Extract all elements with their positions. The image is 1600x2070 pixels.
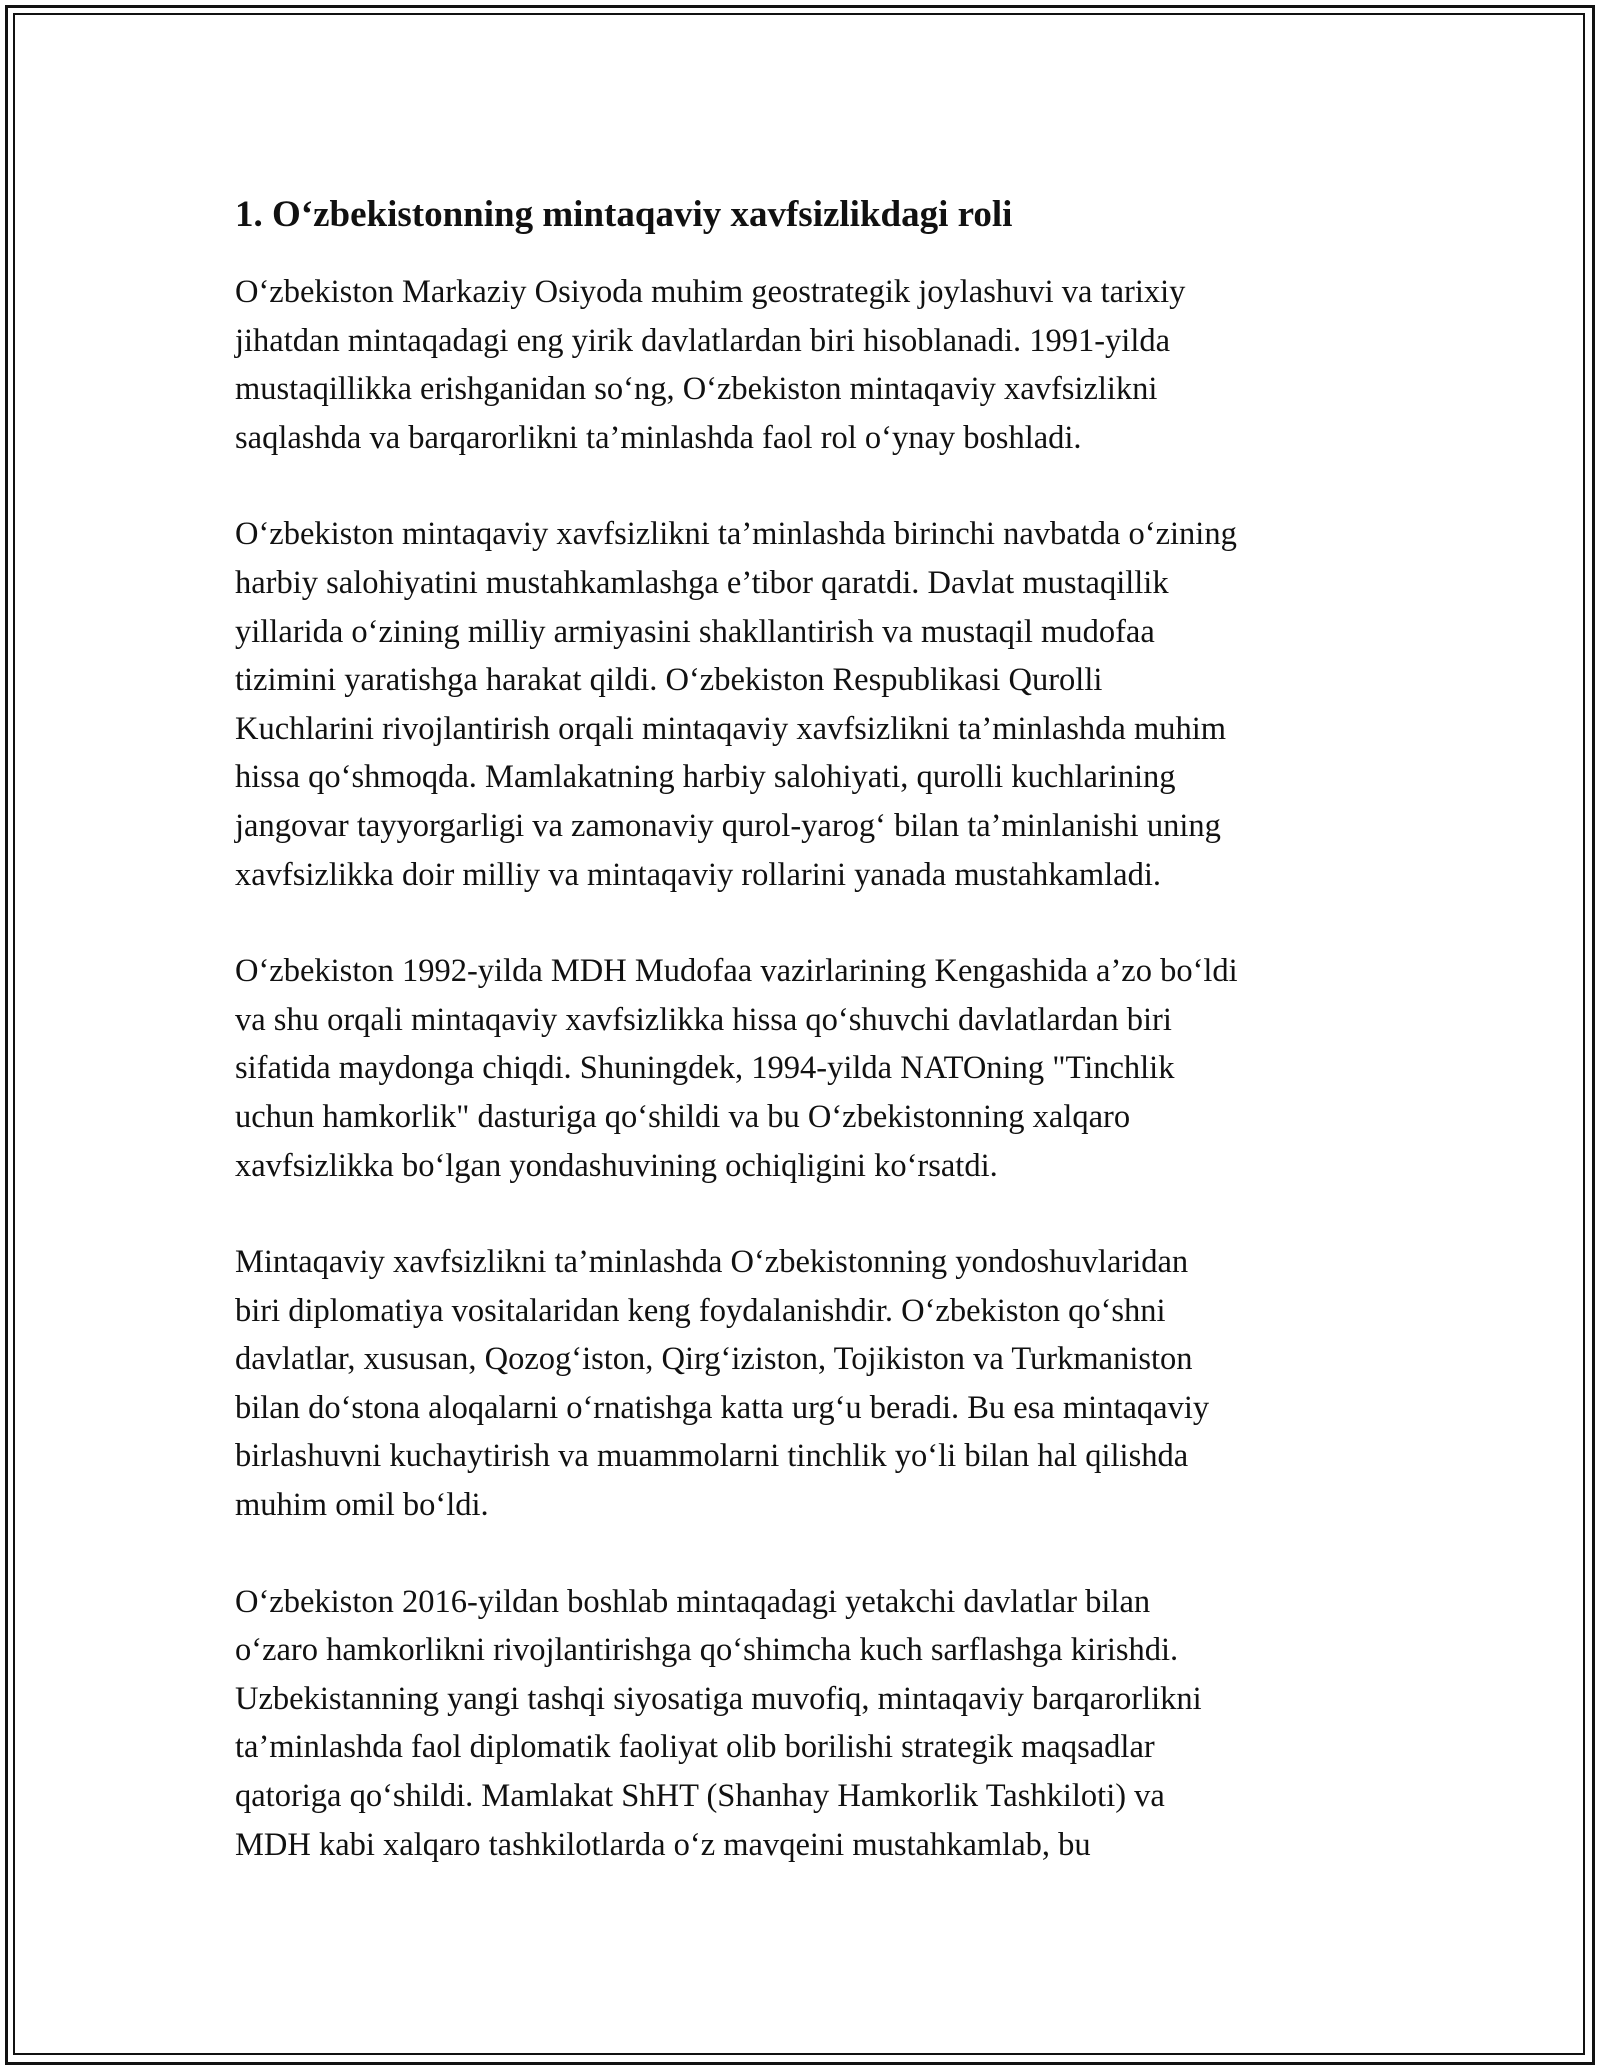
- paragraph-new-foreign-policy: O‘zbekiston 2016-yildan boshlab mintaqadagi yetakchi davlatlar bilan o‘zaro hamkorlikni rivojlantirishga qo‘shimcha kuch sarflashga kirishdi. Uzbekistanning yangi tashqi siyosatiga muvofiq, mintaqaviy barqarorlikni ta’minlashda faol diplomatik faoliyat olib borilishi strategik maqsadlar qatoriga qo‘shildi. Mamlakat ShHT (Shanhay Hamkorlik Tashkiloti) va MDH kabi xalqaro tashkilotlarda o‘z mavqeini mustahkamlab, bu: [235, 1583, 1202, 1863]
- paragraph-geostrategic-role: O‘zbekiston Markaziy Osiyoda muhim geostrategik joylashuvi va tarixiy jihatdan mintaqadagi eng yirik davlatlardan biri hisoblanadi. 1991-yilda mustaqillikka erishganidan so‘ng, O‘zbekiston mintaqaviy xavfsizlikni saqlashda va barqarorlikni ta’minlashda faol rol o‘ynay boshladi.: [235, 274, 1186, 456]
- paragraph-military-capacity: O‘zbekiston mintaqaviy xavfsizlikni ta’minlashda birinchi navbatda o‘zining harbiy salohiyatini mustahkamlashga e’tibor qaratdi. Davlat mustaqillik yillarida o‘zining milliy armiyasini shakllantirish va mustaqil mudofaa tizimini yaratishga harakat qildi. O‘zbekiston Respublikasi Qurolli Kuchlarini rivojlantirish orqali mintaqaviy xavfsizlikni ta’minlashda muhim hissa qo‘shmoqda. Mamlakatning harbiy salohiyati, qurolli kuchlarining jangovar tayyorgarligi va zamonaviy qurol-yarog‘ bilan ta’minlanishi uning xavfsizlikka doir milliy va mintaqaviy rollarini yanada mustahkamladi.: [235, 516, 1237, 893]
- section-heading: 1. O‘zbekistonning mintaqaviy xavfsizlikdagi roli: [235, 194, 1013, 235]
- paragraph-international-cooperation: O‘zbekiston 1992-yilda MDH Mudofaa vazirlarining Kengashida a’zo bo‘ldi va shu orqali mintaqaviy xavfsizlikka hissa qo‘shuvchi davlatlardan biri sifatida maydonga chiqdi. Shuningdek, 1994-yilda NATOning "Tinchlik uchun hamkorlik" dasturiga qo‘shildi va bu O‘zbekistonning xalqaro xavfsizlikka bo‘lgan yondashuvining ochiqligini ko‘rsatdi.: [235, 953, 1238, 1184]
- document-body: [235, 188, 1385, 1869]
- paragraph-diplomatic-approach: Mintaqaviy xavfsizlikni ta’minlashda O‘zbekistonning yondoshuvlaridan biri diplomatiya vositalaridan keng foydalanishdir. O‘zbekiston qo‘shni davlatlar, xususan, Qozog‘iston, Qirg‘iziston, Tojikiston va Turkmaniston bilan do‘stona aloqalarni o‘rnatishga katta urg‘u beradi. Bu esa mintaqaviy birlashuvni kuchaytirish va muammolarni tinchlik yo‘li bilan hal qilishda muhim omil bo‘ldi.: [235, 1244, 1210, 1524]
